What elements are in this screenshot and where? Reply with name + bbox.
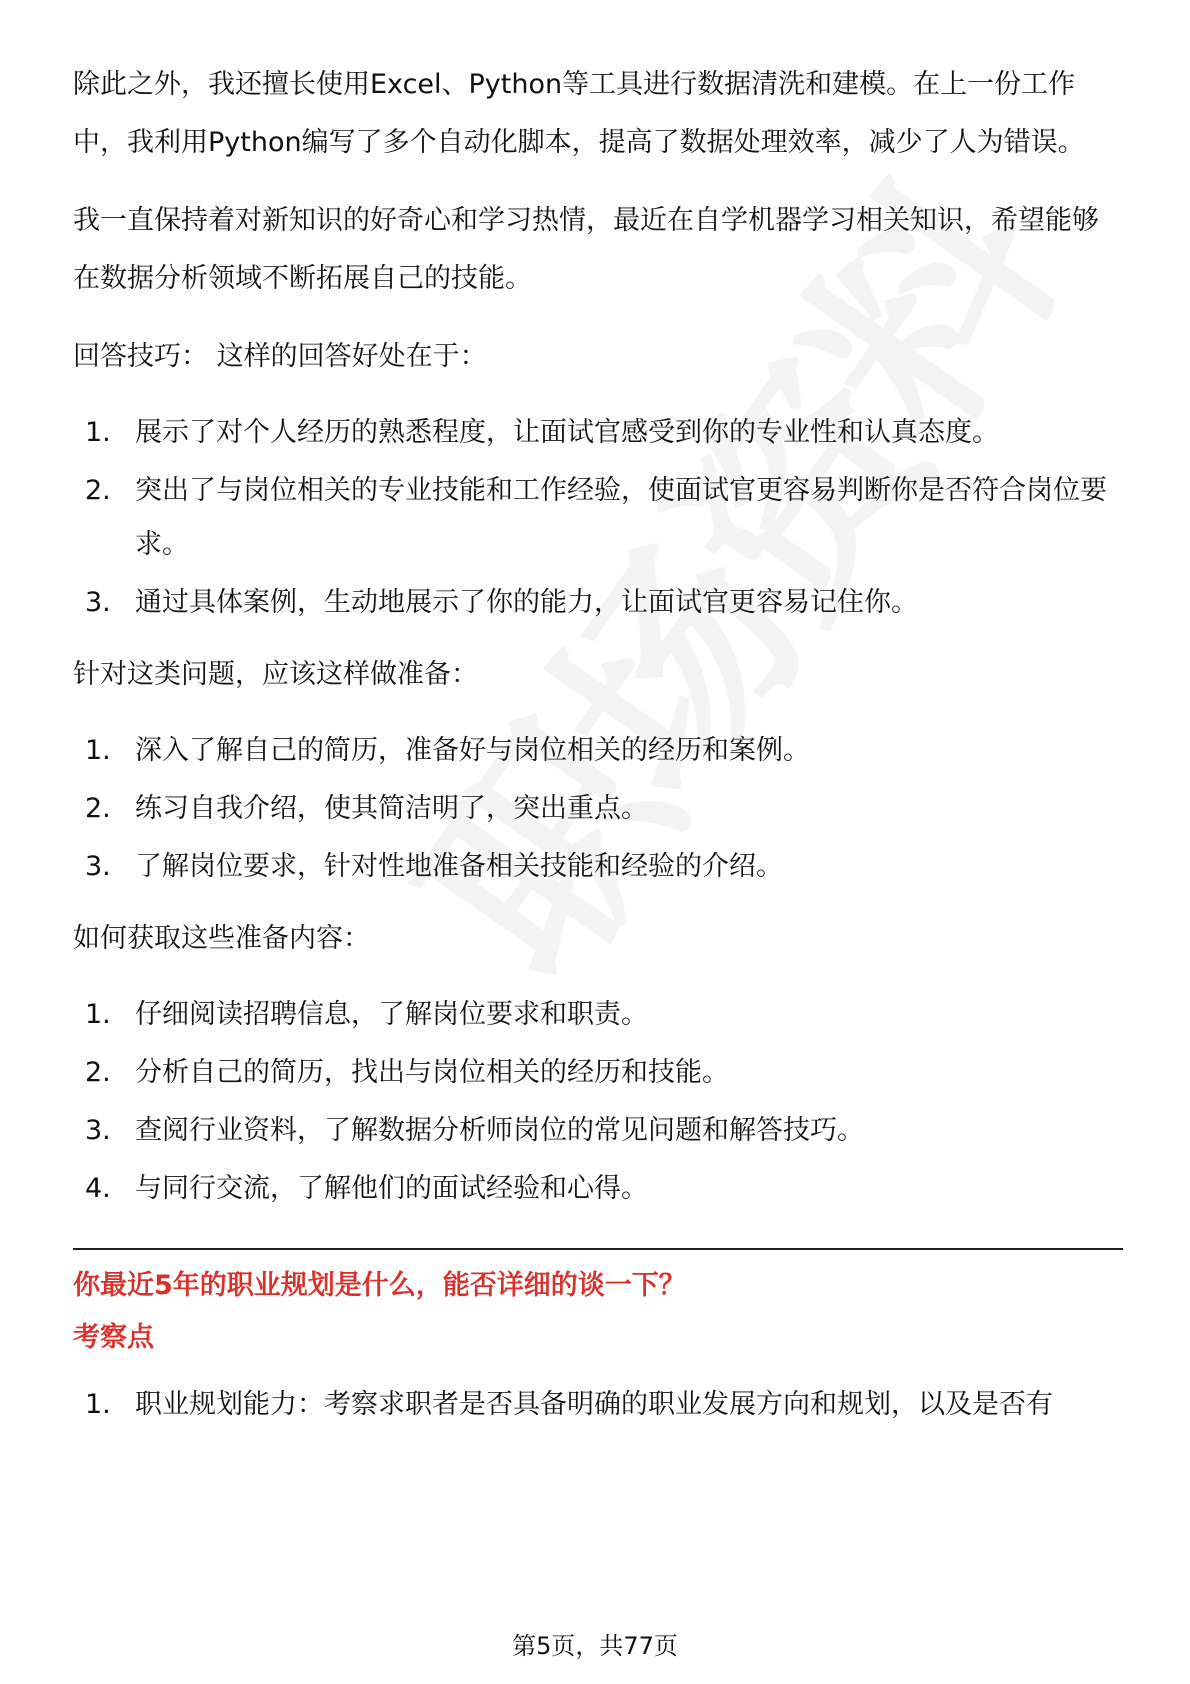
- list-item: 4. 与同行交流，了解他们的面试经验和心得。: [85, 1173, 648, 1204]
- paragraph-skills: 除此之外，我还擅长使用Excel、Python等工具进行数据清洗和建模。在上一份工作中，我利用Python编写了多个自动化脚本，提高了数据处理效率，减少了人为错误。: [73, 69, 1085, 158]
- list-item: 2. 分析自己的简历，找出与岗位相关的经历和技能。: [85, 1057, 729, 1088]
- list-item: 2. 突出了与岗位相关的专业技能和工作经验，使面试官更容易判断你是否符合岗位要求。: [85, 475, 1107, 560]
- list-item: 3. 了解岗位要求，针对性地准备相关技能和经验的介绍。: [85, 851, 783, 882]
- tips-label: 回答技巧： 这样的回答好处在于：: [73, 341, 487, 372]
- section-subhead: 考察点: [73, 1322, 154, 1353]
- list-item: 1. 深入了解自己的简历，准备好与岗位相关的经历和案例。: [85, 735, 810, 766]
- section-divider: [73, 1248, 1123, 1250]
- page-content: [73, 56, 1123, 1448]
- assessment-list: [73, 1378, 1123, 1432]
- list-item: 3. 查阅行业资料，了解数据分析师岗位的常见问题和解答技巧。: [85, 1115, 864, 1146]
- list-item: 1. 展示了对个人经历的熟悉程度，让面试官感受到你的专业性和认真态度。: [85, 417, 999, 448]
- list-item: 3. 通过具体案例，生动地展示了你的能力，让面试官更容易记住你。: [85, 587, 918, 618]
- obtain-label: 如何获取这些准备内容：: [73, 923, 370, 954]
- page-number: 第5页，共77页: [512, 1632, 678, 1660]
- tips-list: [73, 406, 1123, 630]
- list-item: 1. 仔细阅读招聘信息，了解岗位要求和职责。: [85, 999, 648, 1030]
- prepare-list: [73, 724, 1123, 894]
- list-item: 2. 练习自我介绍，使其简洁明了，突出重点。: [85, 793, 648, 824]
- paragraph-learning: 我一直保持着对新知识的好奇心和学习热情，最近在自学机器学习相关知识，希望能够在数据分析领域不断拓展自己的技能。: [73, 205, 1099, 294]
- prepare-label: 针对这类问题，应该这样做准备：: [73, 659, 478, 690]
- question-title: 你最近5年的职业规划是什么，能否详细的谈一下？: [73, 1270, 686, 1301]
- obtain-list: [73, 988, 1123, 1216]
- list-item: 1. 职业规划能力：考察求职者是否具备明确的职业发展方向和规划，以及是否有: [85, 1389, 1053, 1420]
